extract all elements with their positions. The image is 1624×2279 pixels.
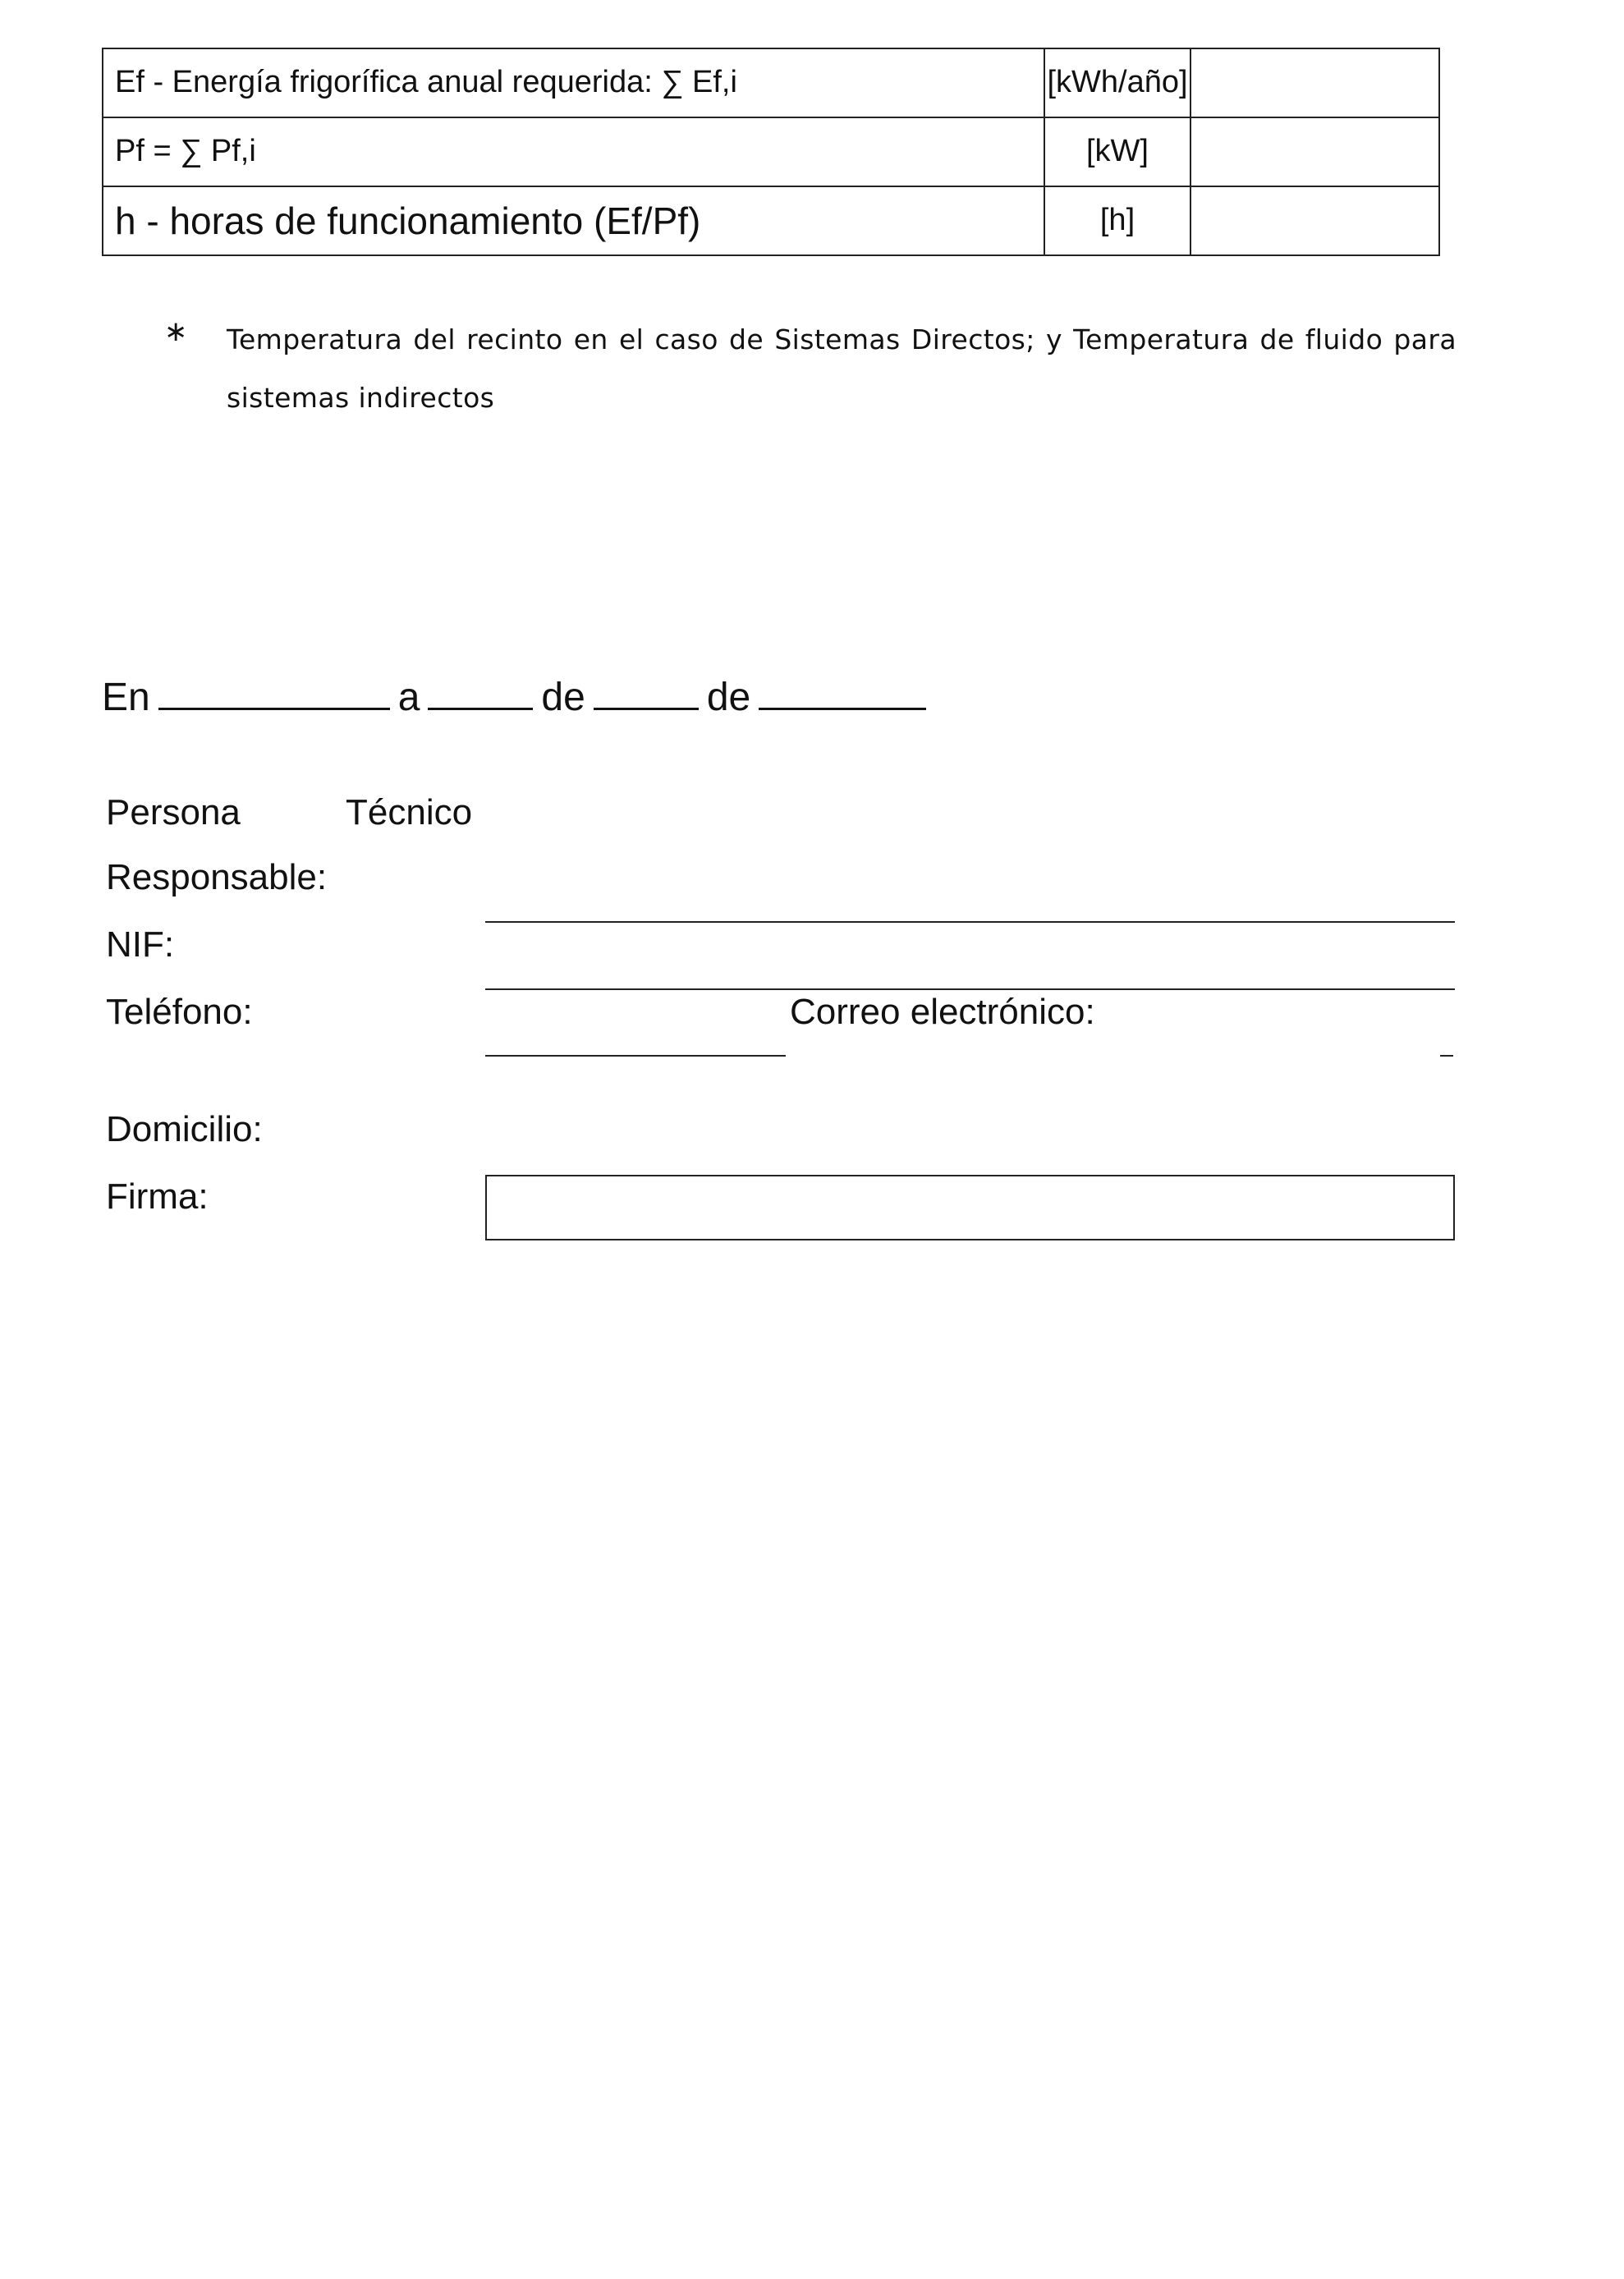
year-blank[interactable]	[759, 678, 926, 710]
month-blank[interactable]	[594, 678, 699, 710]
domicilio-label: Domicilio:	[106, 1109, 263, 1149]
table-row	[103, 48, 1439, 117]
row-unit-energy: [kWh/año]	[1044, 48, 1190, 117]
responsable-label: Responsable:	[106, 857, 328, 897]
date-line	[102, 675, 934, 720]
firma-label: Firma:	[106, 1176, 209, 1217]
energy-value-cell[interactable]	[1190, 48, 1439, 117]
table-row	[103, 186, 1439, 255]
footnote-text: Temperatura del recinto en el caso de Sistemas Directos; y Temperatura de fluido para sistemas indirectos	[227, 323, 1457, 414]
place-blank[interactable]	[158, 678, 390, 710]
row-unit-power: [kW]	[1044, 117, 1190, 186]
row-unit-hours: [h]	[1044, 186, 1190, 255]
telefono-label: Teléfono:	[106, 992, 253, 1032]
date-prefix: En	[102, 676, 150, 719]
energy-summary-table	[102, 48, 1440, 256]
persona-label: Persona	[106, 792, 241, 832]
asterisk-bullet-icon: ∗	[164, 315, 188, 348]
date-word-a: a	[397, 676, 420, 719]
row-label-power: Pf = ∑ Pf,i	[103, 117, 1044, 186]
table-row	[103, 117, 1439, 186]
nif-field-line[interactable]	[485, 988, 1455, 990]
hours-value-cell[interactable]	[1190, 186, 1439, 255]
correo-field-line[interactable]	[1440, 1055, 1453, 1057]
date-word-de: de	[706, 676, 751, 719]
power-value-cell[interactable]	[1190, 117, 1439, 186]
responsable-field-line[interactable]	[485, 921, 1455, 923]
nif-label: NIF:	[106, 924, 175, 965]
date-word-de: de	[541, 676, 585, 719]
row-label-hours: h - horas de funcionamiento (Ef/Pf)	[103, 186, 1044, 255]
row-label-energy: Ef - Energía frigorífica anual requerida: ∑ Ef,i	[103, 48, 1044, 117]
tecnico-label: Técnico	[346, 792, 473, 832]
day-blank[interactable]	[428, 678, 533, 710]
signature-box[interactable]	[485, 1175, 1455, 1240]
temperature-footnote	[164, 310, 1457, 427]
correo-label: Correo electrónico:	[790, 992, 1095, 1032]
telefono-field-line[interactable]	[485, 1055, 786, 1057]
